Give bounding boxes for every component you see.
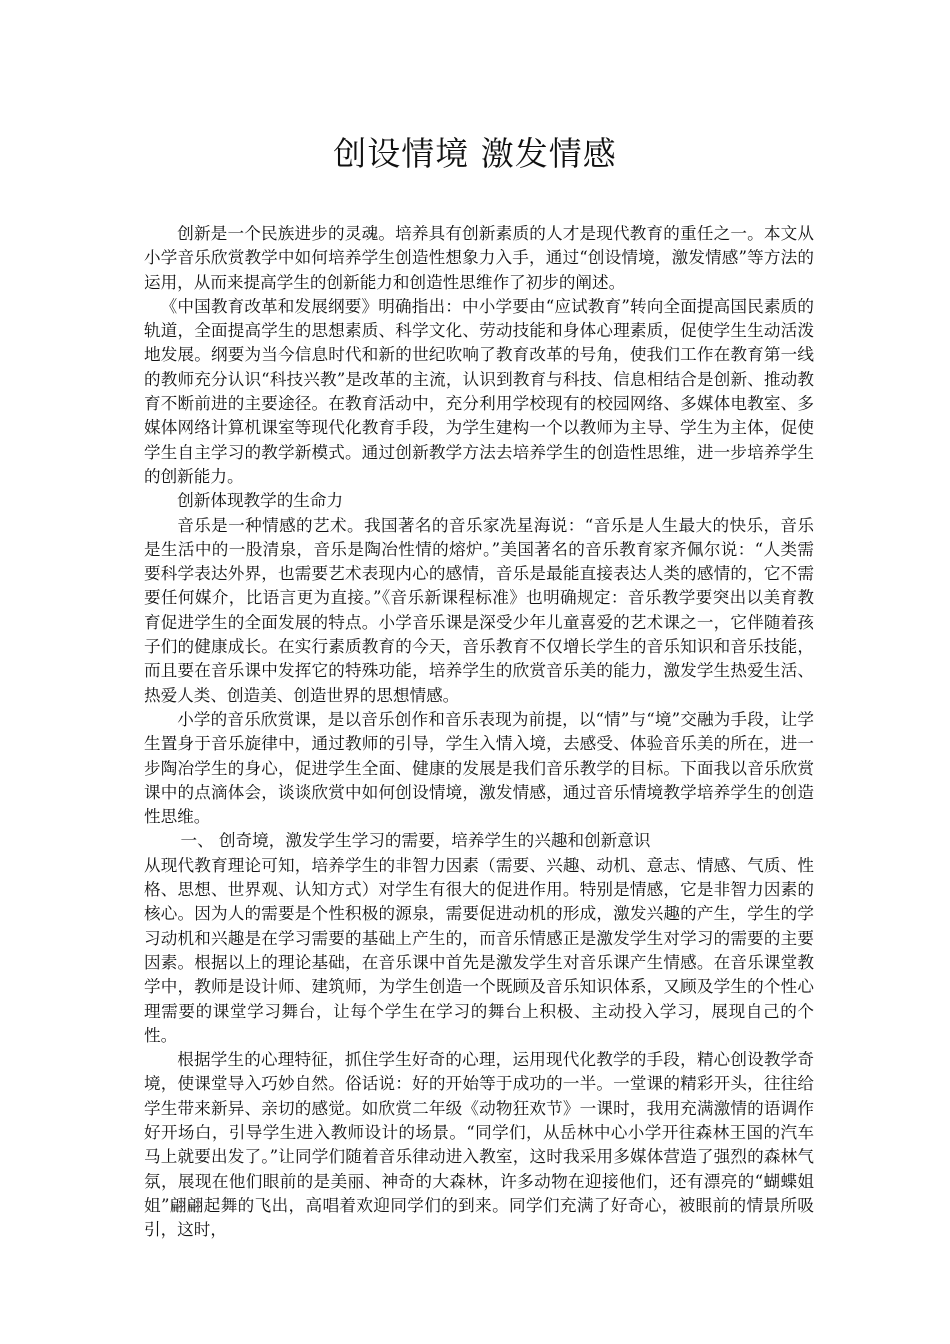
paragraph-outline: 《中国教育改革和发展纲要》明确指出：中小学要由“应试教育”转向全面提高国民素质的轨道，全面提高学生的思想素质、科学文化、劳动技能和身体心理素质，促使学生生动活泼地发展。纲要为当今信息时代和新的世纪吹响了教育改革的号角，使我们工作在教育第一线的教师充分认识“科技兴教”是改革的主流，认识到教育与科技、信息相结合是创新、推动教育不断前进的主要途径。在教育活动中，充分利用学校现有的校园网络、多媒体电教室、多媒体网络计算机课室等现代化教育手段，为学生建构一个以教师为主导、学生为主体，促使学生自主学习的教学新模式。通过创新教学方法去培养学生的创造性思维，进一步培养学生的创新能力。 <box>144 296 814 486</box>
paragraph-music-emotion: 音乐是一种情感的艺术。我国著名的音乐家冼星海说：“音乐是人生最大的快乐，音乐是生活中的一股清泉，音乐是陶冶性情的熔炉。”美国著名的音乐教育家齐佩尔说：“人类需要科学表达外界，也需要艺术表现内心的感情，音乐是最能直接表达人类的感情的，它不需要任何媒介，比语言更为直接。”《音乐新课程标准》也明确规定：音乐教学要突出以美育教育促进学生的全面发展的特点。小学音乐课是深受少年儿童喜爱的艺术课之一，它伴随着孩子们的健康成长。在实行素质教育的今天，音乐教育不仅增长学生的音乐知识和音乐技能，而且要在音乐课中发挥它的特殊功能，培养学生的欣赏音乐美的能力，激发学生热爱生活、热爱人类、创造美、创造世界的思想情感。 <box>144 515 814 705</box>
article-body <box>144 222 814 1242</box>
paragraph-abstract: 创新是一个民族进步的灵魂。培养具有创新素质的人才是现代教育的重任之一。本文从小学音乐欣赏教学中如何培养学生创造性想象力入手，通过“创设情境，激发情感”等方法的运用，从而来提高学生的创新能力和创造性思维作了初步的阐述。 <box>144 224 814 292</box>
paragraph-appreciation: 小学的音乐欣赏课，是以音乐创作和音乐表现为前提，以“情”与“境”交融为手段，让学生置身于音乐旋律中，通过教师的引导，学生入情入境，去感受、体验音乐美的所在，进一步陶冶学生的身心，促进学生全面、健康的发展是我们音乐教学的目标。下面我以音乐欣赏课中的点滴体会，谈谈欣赏中如何创设情境，激发情感，通过音乐情境教学培养学生的创造性思维。 <box>144 709 814 827</box>
section-heading: 创新体现教学的生命力 <box>177 491 344 511</box>
paragraph-theory: 从现代教育理论可知，培养学生的非智力因素（需要、兴趣、动机、意志、情感、气质、性格、思想、世界观、认知方式）对学生有很大的促进作用。特别是情感，它是非智力因素的核心。因为人的需要是个性积极的源泉，需要促进动机的形成，激发兴趣的产生，学生的学习动机和兴趣是在学习需要的基础上产生的，而音乐情感正是激发学生对学习的需要的主要因素。根据以上的理论基础，在音乐课中首先是激发学生对音乐课产生情感。在音乐课堂教学中，教师是设计师、建筑师，为学生创造一个既顾及音乐知识体系，又顾及学生的个性心理需要的课堂学习舞台，让每个学生在学习的舞台上积极、主动投入学习，展现自己的个性。 <box>144 855 814 1045</box>
page-title: 创设情境 激发情感 <box>333 134 617 173</box>
subsection-heading: 一、 创奇境，激发学生学习的需要，培养学生的兴趣和创新意识 <box>180 831 651 851</box>
paragraph-example: 根据学生的心理特征，抓住学生好奇的心理，运用现代化教学的手段，精心创设教学奇境，使课堂导入巧妙自然。俗话说：好的开始等于成功的一半。一堂课的精彩开头，往往给学生带来新异、亲切的感觉。如欣赏二年级《动物狂欢节》一课时，我用充满激情的语调作好开场白，引导学生进入教师设计的场景。“同学们，从岳林中心小学开往森林王国的汽车马上就要出发了。”让同学们随着音乐律动进入教室，这时我采用多媒体营造了强烈的森林气氛，展现在他们眼前的是美丽、神奇的大森林，许多动物在迎接他们，还有漂亮的“蝴蝶姐姐”翩翩起舞的飞出，高唱着欢迎同学们的到来。同学们充满了好奇心，被眼前的情景所吸引，这时， <box>144 1050 814 1240</box>
